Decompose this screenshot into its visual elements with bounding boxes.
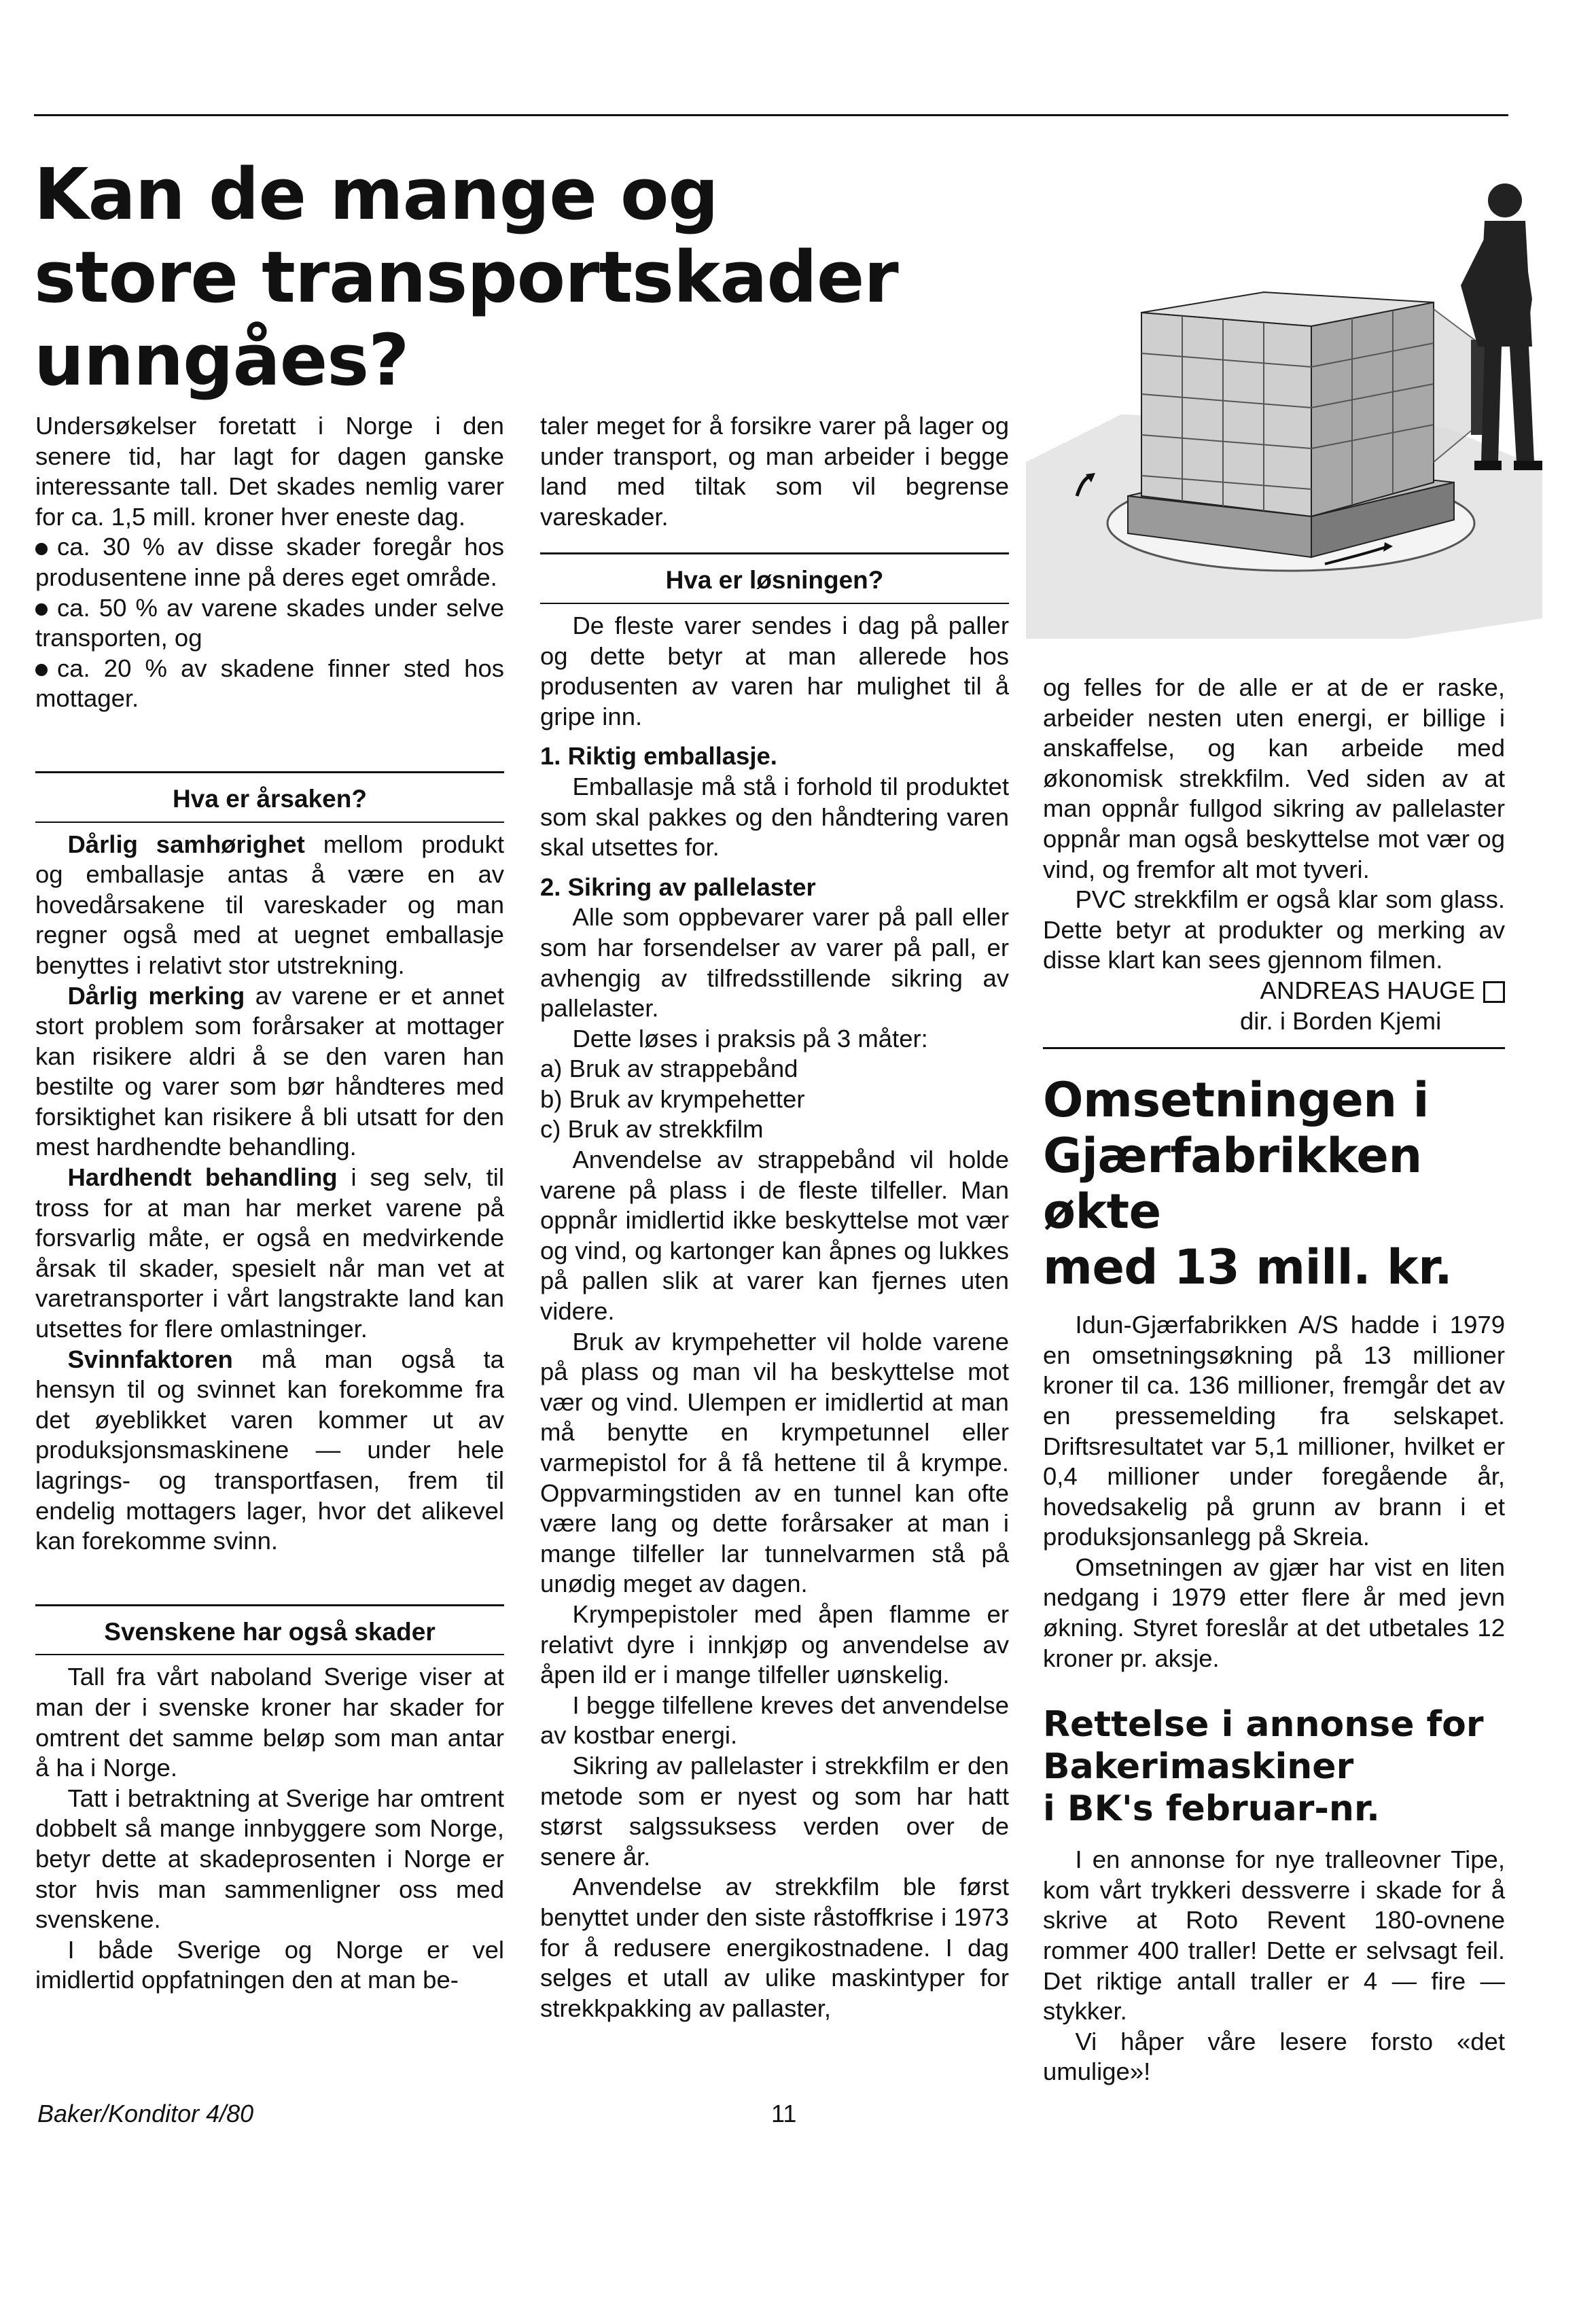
author-title: dir. i Borden Kjemi [1240,1006,1442,1035]
rettelse-paragraph: Vi håper våre lesere forsto «det umulige»! [1043,2027,1505,2086]
sweden-paragraph: Tall fra vårt naboland Sverige viser at man der i svenske kroner har skader for omtrent det samme beløp som man antar å ha i Norge. [35,1663,504,1782]
cause-paragraph: Hardhendt behandling i seg selv, til tross for at man har merket varene på forsvarlig måte, er også en medvirkende årsak til skader, spesielt når man vet at varetransporter i vårt langstrakte land kan utsettes for flere omlastninger. [35,1163,504,1343]
section-divider [1043,1047,1505,1049]
cause-paragraph: Dårlig samhørighet mellom produkt og emballasje antas å være en av hovedårsakene til vareskader og man regner også med at uegnet emballasje benyttes i relativt stor utstrekning. [35,830,505,979]
statistic-bullet: ca. 50 % av varene skades under selve transporten, og [35,593,504,652]
section-heading: 1. Riktig emballasje. [540,742,777,771]
gjaer-headline-line: Gjærfabrikken økte [1043,1128,1422,1240]
method-paragraph: Krympepistoler med åpen flamme er relativt dyre i innkjøp og anvendelse av åpen ild er i mange tilfeller uønskelig. [540,1600,1009,1689]
method-item: b) Bruk av krympehetter [540,1084,805,1113]
column-1 [35,411,504,1996]
pallet-paragraph: Alle som oppbevarer varer på pall eller som har forsendelser av varer på pall, er avhengig av tilfredsstillende sikring av pallelaster. [540,903,1009,1023]
footer-publication: Baker/Konditor 4/80 [37,2100,254,2127]
rettelse-headline-line: Rettelse i annonse for [1043,1704,1484,1746]
packaging-paragraph: Emballasje må stå i forhold til produktet som skal pakkes og den håndtering varen skal utsettes for. [540,772,1009,862]
sweden-paragraph: Tatt i betraktning at Sverige har omtrent dobbelt så mange innbyggere som Norge, betyr dette at skadeprosenten i Norge er stor hvis man sammenligner oss med svenskene. [35,1784,504,1934]
method-paragraph: Bruk av krympehetter vil holde varene på plass og man vil ha beskyttelse mot vær og vind. Ulempen er imidlertid at man må benytte en krympetunnel eller varmepistol for å få hettene til å krympe. Oppvarmingstiden av en tunnel kan ofte være lang og dette forårsaker at man i mange tilfeller lar tunnelvarmen stå på unødig meget av dagen. [540,1327,1009,1598]
bullet-icon [35,664,48,676]
cause-paragraph: Dårlig merking av varene er et annet stort problem som forårsaker at mottager kan risikere aldri å se den varen han bestilte og varer som bør håndteres med forsiktighet kan risikere å bli utsatt for den mest hardhendte behandling. [35,981,504,1161]
sweden-paragraph: I både Sverige og Norge er vel imidlertid oppfatningen den at man be- [35,1935,504,1994]
statistic-bullet: ca. 30 % av disse skader foregår hos produsentene inne på deres eget område. [35,533,504,591]
method-item: a) Bruk av strappebånd [540,1055,798,1083]
headline-line: unngåes? [34,319,409,402]
gjaer-headline-line: Omsetningen i [1043,1072,1429,1129]
rettelse-headline [1043,1703,1505,1830]
statistic-bullet: ca. 20 % av skadene finner sted hos mottager. [35,654,504,713]
pallet-wrapping-photo [1026,143,1542,639]
method-paragraph: I begge tilfellene kreves det anvendelse av kostbar energi. [540,1691,1009,1750]
gjaer-paragraph: Omsetningen av gjær har vist en liten nedgang i 1979 etter flere år med jevn økning. Styret foreslår at det utbetales 12 kroner pr. aksje. [1043,1553,1505,1672]
bullet-icon [35,543,48,555]
column-2 [540,411,1009,2024]
section-heading: 2. Sikring av pallelaster [540,872,816,901]
rettelse-headline-line: Bakerimaskiner [1043,1746,1354,1788]
headline [34,153,898,402]
column-3 [1043,673,1505,2087]
cause-paragraph: Svinnfaktoren må man også ta hensyn til og svinnet kan forekomme fra det øyeblikket varen kommer ut av produksjonsmaskinene — under hele lagrings- og transportfasen, frem til endelig mottagers lager, hvor det alikevel kan forekomme svinn. [35,1345,504,1555]
top-rule [34,114,1508,116]
solution-paragraph: De fleste varer sendes i dag på paller og dette betyr at man allerede hos produsenten av varen har mulighet til å gripe inn. [540,611,1009,730]
headline-line: Kan de mange og [34,153,718,236]
subheading-causes: Hva er årsaken? [35,771,504,823]
subheading-sweden: Svenskene har også skader [35,1604,504,1656]
conclusion-paragraph: PVC strekkfilm er også klar som glass. Dette betyr at produkter og merking av disse klart kan sees gjennom filmen. [1043,885,1505,974]
intro-paragraph: Undersøkelser foretatt i Norge i den senere tid, har lagt for dagen ganske interessante tall. Det skades nemlig varer for ca. 1,5 mill. kroner hver eneste dag. [35,412,504,531]
gjaer-paragraph: Idun-Gjærfabrikken A/S hadde i 1979 en omsetningsøkning på 13 millioner kroner til ca. 136 millioner, fremgår det av en pressemelding fra selskapet. Driftsresultatet var 5,1 millioner, hvilket er 0,4 millioner under foregående år, hovedsakelig på grunn av brann i et produksjonsanlegg på Skreia. [1043,1311,1505,1551]
rettelse-paragraph: I en annonse for nye tralleovner Tipe, kom vårt trykkeri dessverre i skade for å skrive at Roto Revent 180-ovnene rommer 400 traller! Dette er selvsagt feil. Det riktige antall traller er 4 — fire — stykker. [1043,1845,1505,2026]
method-item: c) Bruk av strekkfilm [540,1115,764,1144]
subheading-solution: Hva er løsningen? [540,552,1009,604]
author-line [1043,976,1505,1006]
conclusion-paragraph: og felles for de alle er at de er raske, arbeider nesten uten energi, er billige i anskaffelse, og kan arbeide med økonomisk strekkfilm. Ved siden av at man oppnår fullgod sikring av pallelaster oppnår man også beskyttelse mot vær og vind, og fremfor alt mot tyveri. [1043,673,1505,883]
continued-paragraph: taler meget for å forsikre varer på lager og under transport, og man arbeider i begge land med tiltak som vil begrense vareskader. [540,412,1009,531]
method-paragraph: Sikring av pallelaster i strekkfilm er den metode som er nyest og som har hatt størst salgssuksess verden over de senere år. [540,1751,1009,1871]
bullet-icon [35,603,48,616]
headline-line: store transportskader [34,236,898,319]
rettelse-headline-line: i BK's februar-nr. [1043,1788,1380,1830]
method-paragraph: Anvendelse av strappebånd vil holde varene på plass i de fleste tilfeller. Man oppnår imidlertid ikke beskyttelse mot vær og vind, og kartonger kan åpnes og lukkes på pallen slik at varer kan fjernes uten videre. [540,1146,1009,1326]
gjaer-headline-line: med 13 mill. kr. [1043,1239,1453,1296]
author-name: ANDREAS HAUGE [1260,976,1475,1004]
method-paragraph: Anvendelse av strekkfilm ble først benyttet under den siste råstoffkrise i 1973 for å redusere energikostnadene. I dag selges et utall av ulike maskintyper for strekkpakking av pallaster, [540,1873,1009,2022]
methods-intro: Dette løses i praksis på 3 måter: [572,1024,928,1053]
end-mark-icon [1483,981,1505,1003]
footer-page-number: 11 [771,2100,797,2127]
gjaer-headline [1043,1072,1505,1295]
